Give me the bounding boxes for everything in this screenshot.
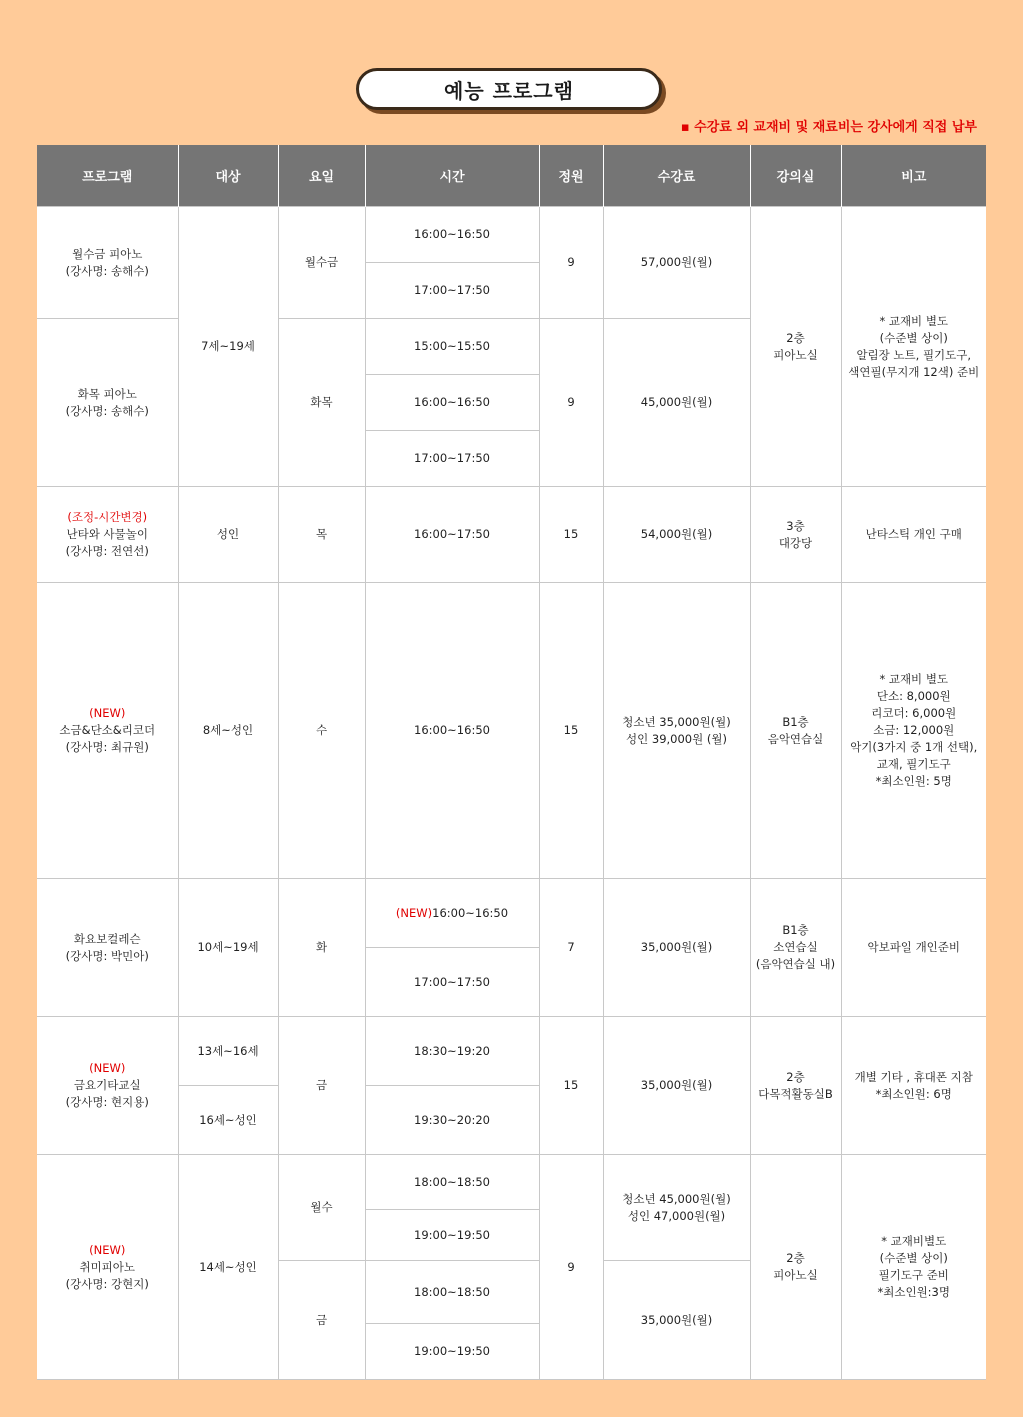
program-instructor: (강사명: 송해수) <box>65 403 149 418</box>
day-cell: 금 <box>278 1261 365 1380</box>
table-row <box>37 1017 986 1086</box>
program-instructor: (강사명: 최규원) <box>65 740 149 754</box>
note-cell: 난타스틱 개인 구매 <box>841 487 986 583</box>
note-line: *최소인원: 5명 <box>875 774 952 788</box>
fee-line: 청소년 45,000원(월) <box>622 1191 731 1206</box>
capacity-cell: 15 <box>539 583 603 879</box>
program-cell <box>37 487 178 583</box>
note-line: 필기도구 준비 <box>878 1268 949 1282</box>
target-cell: 8세~성인 <box>178 583 278 879</box>
fee-line: 성인 39,000원 (월) <box>626 731 727 746</box>
room-cell <box>750 583 841 879</box>
time-cell: 19:30~20:20 <box>365 1086 539 1155</box>
note-cell: 악보파일 개인준비 <box>841 879 986 1017</box>
program-cell <box>37 207 178 319</box>
room-name: 소연습실 <box>773 940 818 954</box>
table-row <box>37 487 986 583</box>
capacity-cell: 15 <box>539 1017 603 1155</box>
program-cell <box>37 319 178 487</box>
time-cell: 18:00~18:50 <box>365 1155 539 1210</box>
target-cell: 13세~16세 <box>178 1017 278 1086</box>
header-time: 시간 <box>365 145 539 207</box>
time-cell: 18:30~19:20 <box>365 1017 539 1086</box>
program-cell <box>37 879 178 1017</box>
program-instructor: (강사명: 강현지) <box>65 1276 149 1291</box>
table-row <box>37 1155 986 1210</box>
header-note: 비고 <box>841 145 986 207</box>
room-name: 피아노실 <box>773 1268 818 1282</box>
note-line: 리코더: 6,000원 <box>871 706 957 720</box>
note-line: 교재, 필기도구 <box>876 757 951 771</box>
fee-cell: 35,000원(월) <box>603 1017 750 1155</box>
room-cell <box>750 879 841 1017</box>
time-value: 16:00~16:50 <box>432 905 509 920</box>
note-cell <box>841 207 986 487</box>
note-line: (수준별 상이) <box>879 1251 948 1265</box>
note-line: 단소: 8,000원 <box>876 689 951 703</box>
table-row <box>37 207 986 263</box>
note-line: 소금: 12,000원 <box>873 723 955 737</box>
note-line: 알림장 노트, 필기도구, <box>856 347 972 362</box>
room-floor: 2층 <box>786 1251 805 1265</box>
header-fee: 수강료 <box>603 145 750 207</box>
time-cell: 15:00~15:50 <box>365 319 539 375</box>
room-cell <box>750 1155 841 1380</box>
header-room: 강의실 <box>750 145 841 207</box>
program-tag: (NEW) <box>89 1061 126 1075</box>
program-tag: (조정-시간변경) <box>67 510 148 524</box>
note-line: 색연필(무지개 12색) 준비 <box>848 364 980 379</box>
time-cell: 16:00~17:50 <box>365 487 539 583</box>
note-cell <box>841 583 986 879</box>
program-name: 취미피아노 <box>79 1259 136 1274</box>
time-new-tag: (NEW) <box>395 905 433 920</box>
fee-line: 청소년 35,000원(월) <box>622 714 731 729</box>
program-cell <box>37 1155 178 1380</box>
time-cell: 19:00~19:50 <box>365 1210 539 1261</box>
room-floor: B1층 <box>782 714 809 729</box>
target-cell: 7세~19세 <box>178 207 278 487</box>
time-cell: 18:00~18:50 <box>365 1261 539 1324</box>
target-cell: 16세~성인 <box>178 1086 278 1155</box>
capacity-cell: 9 <box>539 1155 603 1380</box>
note-line: 개별 기타 , 휴대폰 지참 <box>854 1069 973 1084</box>
program-name: 난타와 사물놀이 <box>66 527 148 541</box>
program-instructor: (강사명: 전연선) <box>65 544 149 558</box>
room-floor: B1층 <box>782 923 809 937</box>
room-name: 다목적활동실B <box>758 1086 833 1101</box>
page-title: 예능 프로그램 <box>356 68 662 110</box>
fee-cell: 35,000원(월) <box>603 1261 750 1380</box>
header-program: 프로그램 <box>37 145 178 207</box>
fee-cell: 54,000원(월) <box>603 487 750 583</box>
note-cell <box>841 1155 986 1380</box>
fee-cell <box>603 1155 750 1261</box>
program-table <box>37 145 986 1380</box>
program-name: 화요보컬레슨 <box>73 931 141 946</box>
day-cell: 화 <box>278 879 365 1017</box>
table-header-row <box>37 145 986 207</box>
header-day: 요일 <box>278 145 365 207</box>
note-line: 악기(3가지 중 1개 선택), <box>850 740 978 754</box>
day-cell: 화목 <box>278 319 365 487</box>
day-cell: 목 <box>278 487 365 583</box>
time-cell: 17:00~17:50 <box>365 431 539 487</box>
day-cell: 수 <box>278 583 365 879</box>
time-cell: 16:00~16:50 <box>365 207 539 263</box>
day-cell: 월수 <box>278 1155 365 1261</box>
header-target: 대상 <box>178 145 278 207</box>
room-cell <box>750 207 841 487</box>
note-line: * 교재비 별도 <box>879 672 949 686</box>
room-floor: 2층 <box>786 330 805 345</box>
target-cell: 성인 <box>178 487 278 583</box>
note-line: *최소인원:3명 <box>877 1285 950 1299</box>
capacity-cell: 7 <box>539 879 603 1017</box>
target-cell: 14세~성인 <box>178 1155 278 1380</box>
fee-cell: 35,000원(월) <box>603 879 750 1017</box>
program-cell <box>37 1017 178 1155</box>
program-name: 소금&단소&리코더 <box>59 723 156 737</box>
capacity-cell: 9 <box>539 319 603 487</box>
program-name: 금요기타교실 <box>73 1078 141 1092</box>
note-line: *최소인원: 6명 <box>875 1086 952 1101</box>
time-cell: 17:00~17:50 <box>365 263 539 319</box>
fee-line: 성인 47,000원(월) <box>627 1208 726 1223</box>
room-cell <box>750 1017 841 1155</box>
room-name: 피아노실 <box>773 347 818 362</box>
capacity-cell: 9 <box>539 207 603 319</box>
time-cell: 16:00~16:50 <box>365 375 539 431</box>
room-cell <box>750 487 841 583</box>
program-name: 화목 피아노 <box>77 386 137 401</box>
table-row <box>37 583 986 879</box>
program-tag: (NEW) <box>89 1242 126 1257</box>
fee-cell <box>603 583 750 879</box>
note-cell <box>841 1017 986 1155</box>
room-name: 음악연습실 <box>767 731 824 746</box>
program-instructor: (강사명: 박민아) <box>65 948 149 963</box>
target-cell: 10세~19세 <box>178 879 278 1017</box>
note-line: (수준별 상이) <box>879 330 948 345</box>
program-instructor: (강사명: 현지용) <box>65 1095 149 1109</box>
fee-notice: ▪ 수강료 외 교재비 및 재료비는 강사에게 직접 납부 <box>680 120 977 135</box>
day-cell: 월수금 <box>278 207 365 319</box>
room-floor: 3층 <box>786 518 805 533</box>
note-line: * 교재비 별도 <box>879 313 949 328</box>
program-cell <box>37 583 178 879</box>
time-cell: 16:00~16:50 <box>365 583 539 879</box>
room-floor: 2층 <box>786 1069 805 1084</box>
note-line: * 교재비별도 <box>881 1234 947 1248</box>
time-cell: 17:00~17:50 <box>365 948 539 1017</box>
fee-cell: 45,000원(월) <box>603 319 750 487</box>
room-name: 대강당 <box>778 535 813 550</box>
header-capacity: 정원 <box>539 145 603 207</box>
capacity-cell: 15 <box>539 487 603 583</box>
time-cell: 19:00~19:50 <box>365 1324 539 1380</box>
program-instructor: (강사명: 송해수) <box>65 263 149 278</box>
program-name: 월수금 피아노 <box>72 246 143 261</box>
fee-cell: 57,000원(월) <box>603 207 750 319</box>
room-detail: (음악연습실 내) <box>755 957 836 971</box>
time-cell <box>365 879 539 948</box>
table-row <box>37 879 986 948</box>
day-cell: 금 <box>278 1017 365 1155</box>
program-tag: (NEW) <box>89 706 126 720</box>
